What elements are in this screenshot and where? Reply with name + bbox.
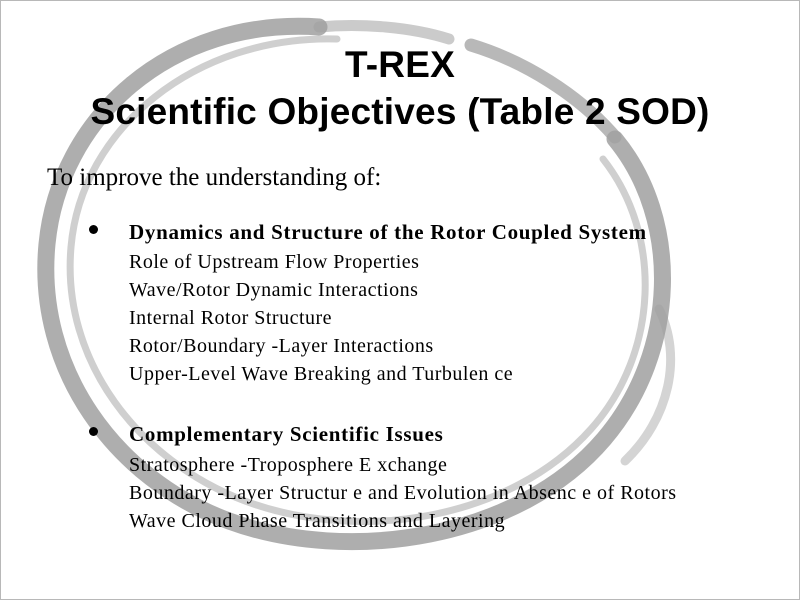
list-item: Boundary -Layer Structur e and Evolution in Absenc e of Rotors [129, 481, 677, 504]
objective-section-complementary [1, 422, 799, 535]
bullet-dot-icon [89, 427, 98, 436]
list-item: Rotor/Boundary -Layer Interactions [129, 335, 434, 358]
title-line-1: T-REX [345, 44, 455, 85]
section-heading: Complementary Scientific Issues [129, 422, 444, 447]
lead-in-text: To improve the understanding of: [47, 163, 382, 191]
sub-item-list [129, 451, 799, 535]
objective-section-dynamics [1, 220, 799, 389]
bullet-row [89, 422, 799, 448]
list-item: Upper-Level Wave Breaking and Turbulen ce [129, 363, 514, 386]
list-item: Wave/Rotor Dynamic Interactions [129, 279, 419, 302]
list-item: Wave Cloud Phase Transitions and Layering [129, 509, 506, 532]
section-heading: Dynamics and Structure of the Rotor Coupled System [129, 219, 647, 244]
list-item: Stratosphere -Troposphere E xchange [129, 453, 448, 476]
list-item: Internal Rotor Structure [129, 307, 333, 330]
sub-item-list [129, 248, 799, 388]
slide-content [1, 1, 799, 535]
bullet-dot-icon [89, 225, 98, 234]
list-item: Role of Upstream Flow Properties [129, 251, 420, 274]
page-title [1, 1, 799, 136]
title-line-2: Scientific Objectives (Table 2 SOD) [90, 91, 710, 133]
bullet-row [89, 220, 799, 246]
